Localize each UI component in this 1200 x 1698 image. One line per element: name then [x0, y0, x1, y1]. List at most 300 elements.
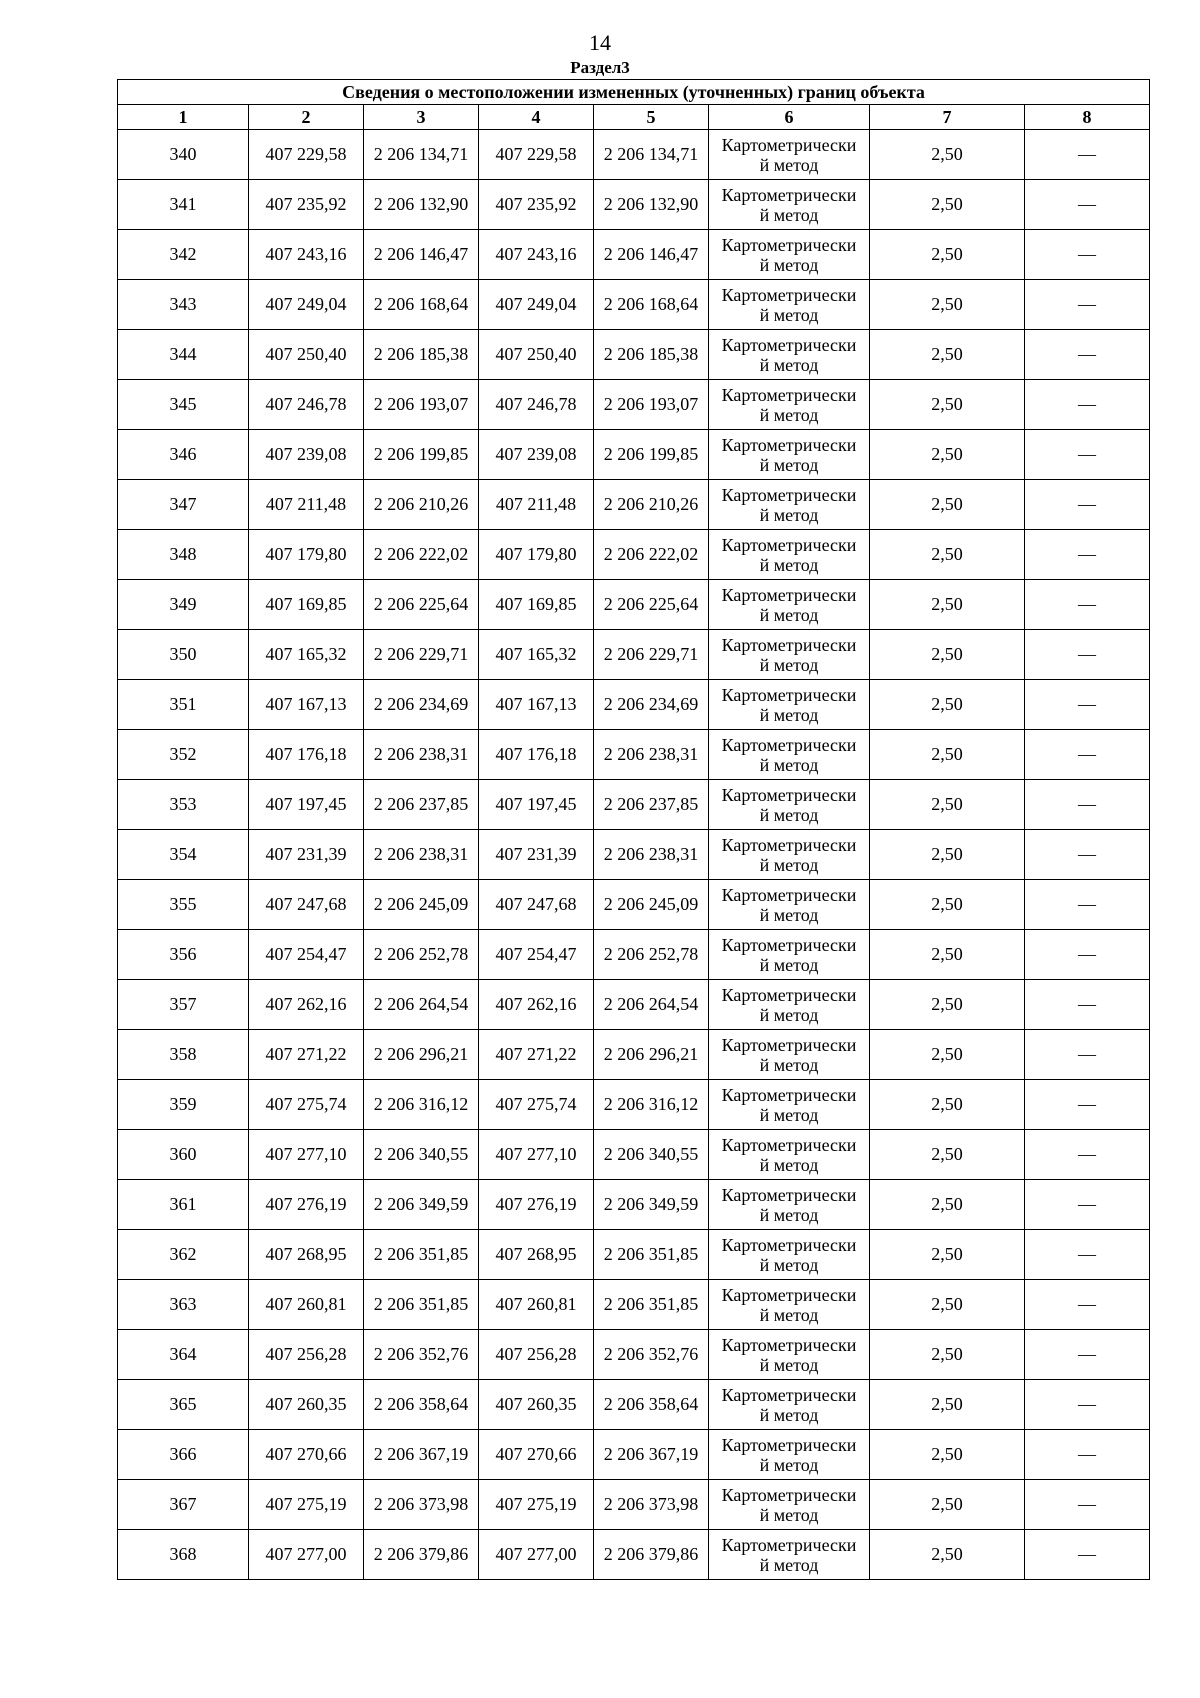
accuracy-cell: 2,50: [870, 580, 1025, 630]
y-old-cell: 2 206 379,86: [364, 1530, 479, 1580]
note-cell: —: [1025, 180, 1150, 230]
method-line: Картометрически: [721, 384, 857, 405]
column-number: 6: [709, 105, 870, 130]
y-old-cell: 2 206 199,85: [364, 430, 479, 480]
table-row: [118, 730, 1150, 780]
table-row: [118, 1080, 1150, 1130]
y-new-cell: 2 206 379,86: [594, 1530, 709, 1580]
x-new-cell: 407 275,19: [479, 1480, 594, 1530]
column-number-row: [118, 105, 1150, 130]
x-new-cell: 407 277,00: [479, 1530, 594, 1580]
note-cell: —: [1025, 580, 1150, 630]
x-old-cell: 407 239,08: [249, 430, 364, 480]
y-old-cell: 2 206 351,85: [364, 1230, 479, 1280]
note-cell: —: [1025, 480, 1150, 530]
x-new-cell: 407 270,66: [479, 1430, 594, 1480]
accuracy-cell: 2,50: [870, 980, 1025, 1030]
y-new-cell: 2 206 352,76: [594, 1330, 709, 1380]
y-old-cell: 2 206 367,19: [364, 1430, 479, 1480]
y-old-cell: 2 206 349,59: [364, 1180, 479, 1230]
method-cell: [709, 1430, 870, 1480]
method-cell: [709, 1180, 870, 1230]
y-old-cell: 2 206 234,69: [364, 680, 479, 730]
point-number-cell: 363: [118, 1280, 249, 1330]
method-line: Картометрически: [721, 1434, 857, 1455]
table-row: [118, 930, 1150, 980]
x-new-cell: 407 167,13: [479, 680, 594, 730]
column-number: 2: [249, 105, 364, 130]
method-line: Картометрически: [721, 134, 857, 155]
method-cell: [709, 730, 870, 780]
note-cell: —: [1025, 830, 1150, 880]
table-row: [118, 1130, 1150, 1180]
x-new-cell: 407 260,81: [479, 1280, 594, 1330]
note-cell: —: [1025, 1130, 1150, 1180]
table-row: [118, 330, 1150, 380]
x-new-cell: 407 247,68: [479, 880, 594, 930]
accuracy-cell: 2,50: [870, 630, 1025, 680]
accuracy-cell: 2,50: [870, 1280, 1025, 1330]
accuracy-cell: 2,50: [870, 1080, 1025, 1130]
y-new-cell: 2 206 245,09: [594, 880, 709, 930]
method-line: Картометрически: [721, 834, 857, 855]
method-line: й метод: [759, 1304, 819, 1325]
method-cell: [709, 1280, 870, 1330]
method-line: Картометрически: [721, 484, 857, 505]
x-new-cell: 407 246,78: [479, 380, 594, 430]
method-line: й метод: [759, 1204, 819, 1225]
x-new-cell: 407 256,28: [479, 1330, 594, 1380]
x-new-cell: 407 229,58: [479, 130, 594, 180]
method-line: й метод: [759, 904, 819, 925]
y-new-cell: 2 206 373,98: [594, 1480, 709, 1530]
note-cell: —: [1025, 980, 1150, 1030]
point-number-cell: 355: [118, 880, 249, 930]
table-row: [118, 180, 1150, 230]
method-cell: [709, 780, 870, 830]
note-cell: —: [1025, 230, 1150, 280]
x-old-cell: 407 246,78: [249, 380, 364, 430]
x-old-cell: 407 167,13: [249, 680, 364, 730]
x-old-cell: 407 256,28: [249, 1330, 364, 1380]
table-row: [118, 980, 1150, 1030]
y-old-cell: 2 206 132,90: [364, 180, 479, 230]
point-number-cell: 354: [118, 830, 249, 880]
x-old-cell: 407 260,81: [249, 1280, 364, 1330]
method-line: Картометрически: [721, 1084, 857, 1105]
x-old-cell: 407 270,66: [249, 1430, 364, 1480]
y-new-cell: 2 206 225,64: [594, 580, 709, 630]
x-new-cell: 407 169,85: [479, 580, 594, 630]
y-old-cell: 2 206 373,98: [364, 1480, 479, 1530]
y-new-cell: 2 206 134,71: [594, 130, 709, 180]
x-old-cell: 407 176,18: [249, 730, 364, 780]
method-line: Картометрически: [721, 1134, 857, 1155]
x-new-cell: 407 231,39: [479, 830, 594, 880]
point-number-cell: 365: [118, 1380, 249, 1430]
method-cell: [709, 230, 870, 280]
point-number-cell: 340: [118, 130, 249, 180]
note-cell: —: [1025, 1180, 1150, 1230]
boundary-points-table: [117, 79, 1150, 1580]
table-row: [118, 830, 1150, 880]
column-number: 7: [870, 105, 1025, 130]
note-cell: —: [1025, 1280, 1150, 1330]
method-cell: [709, 480, 870, 530]
accuracy-cell: 2,50: [870, 180, 1025, 230]
accuracy-cell: 2,50: [870, 280, 1025, 330]
point-number-cell: 353: [118, 780, 249, 830]
table-row: [118, 1230, 1150, 1280]
table-row: [118, 280, 1150, 330]
y-new-cell: 2 206 252,78: [594, 930, 709, 980]
method-line: Картометрически: [721, 334, 857, 355]
table-row: [118, 1030, 1150, 1080]
y-new-cell: 2 206 351,85: [594, 1280, 709, 1330]
x-new-cell: 407 250,40: [479, 330, 594, 380]
method-line: й метод: [759, 604, 819, 625]
y-new-cell: 2 206 238,31: [594, 730, 709, 780]
method-cell: [709, 680, 870, 730]
method-cell: [709, 530, 870, 580]
accuracy-cell: 2,50: [870, 130, 1025, 180]
column-number: 1: [118, 105, 249, 130]
x-old-cell: 407 250,40: [249, 330, 364, 380]
y-new-cell: 2 206 264,54: [594, 980, 709, 1030]
method-line: Картометрически: [721, 1234, 857, 1255]
table-row: [118, 1280, 1150, 1330]
method-line: й метод: [759, 1004, 819, 1025]
method-cell: [709, 880, 870, 930]
x-old-cell: 407 211,48: [249, 480, 364, 530]
column-number: 8: [1025, 105, 1150, 130]
point-number-cell: 356: [118, 930, 249, 980]
note-cell: —: [1025, 1080, 1150, 1130]
method-line: Картометрически: [721, 534, 857, 555]
accuracy-cell: 2,50: [870, 880, 1025, 930]
table-row: [118, 630, 1150, 680]
note-cell: —: [1025, 1480, 1150, 1530]
table-row: [118, 1180, 1150, 1230]
method-line: й метод: [759, 154, 819, 175]
method-line: Картометрически: [721, 634, 857, 655]
y-new-cell: 2 206 349,59: [594, 1180, 709, 1230]
method-cell: [709, 180, 870, 230]
method-line: Картометрически: [721, 1384, 857, 1405]
x-old-cell: 407 229,58: [249, 130, 364, 180]
x-old-cell: 407 262,16: [249, 980, 364, 1030]
method-line: й метод: [759, 404, 819, 425]
point-number-cell: 348: [118, 530, 249, 580]
y-new-cell: 2 206 367,19: [594, 1430, 709, 1480]
method-cell: [709, 930, 870, 980]
x-old-cell: 407 268,95: [249, 1230, 364, 1280]
y-new-cell: 2 206 229,71: [594, 630, 709, 680]
method-line: й метод: [759, 454, 819, 475]
y-old-cell: 2 206 351,85: [364, 1280, 479, 1330]
method-line: Картометрически: [721, 184, 857, 205]
x-old-cell: 407 179,80: [249, 530, 364, 580]
accuracy-cell: 2,50: [870, 1030, 1025, 1080]
method-cell: [709, 1030, 870, 1080]
accuracy-cell: 2,50: [870, 1480, 1025, 1530]
accuracy-cell: 2,50: [870, 380, 1025, 430]
y-old-cell: 2 206 296,21: [364, 1030, 479, 1080]
y-old-cell: 2 206 316,12: [364, 1080, 479, 1130]
x-new-cell: 407 176,18: [479, 730, 594, 780]
table-row: [118, 380, 1150, 430]
table-row: [118, 530, 1150, 580]
method-line: Картометрически: [721, 884, 857, 905]
point-number-cell: 352: [118, 730, 249, 780]
point-number-cell: 343: [118, 280, 249, 330]
x-old-cell: 407 169,85: [249, 580, 364, 630]
y-old-cell: 2 206 146,47: [364, 230, 479, 280]
note-cell: —: [1025, 130, 1150, 180]
x-new-cell: 407 165,32: [479, 630, 594, 680]
method-cell: [709, 630, 870, 680]
point-number-cell: 345: [118, 380, 249, 430]
y-old-cell: 2 206 264,54: [364, 980, 479, 1030]
x-old-cell: 407 165,32: [249, 630, 364, 680]
x-new-cell: 407 262,16: [479, 980, 594, 1030]
x-new-cell: 407 243,16: [479, 230, 594, 280]
accuracy-cell: 2,50: [870, 1180, 1025, 1230]
method-line: й метод: [759, 504, 819, 525]
y-old-cell: 2 206 352,76: [364, 1330, 479, 1380]
y-new-cell: 2 206 340,55: [594, 1130, 709, 1180]
method-line: й метод: [759, 1454, 819, 1475]
method-cell: [709, 580, 870, 630]
column-number: 3: [364, 105, 479, 130]
y-new-cell: 2 206 316,12: [594, 1080, 709, 1130]
y-new-cell: 2 206 238,31: [594, 830, 709, 880]
x-new-cell: 407 179,80: [479, 530, 594, 580]
y-new-cell: 2 206 237,85: [594, 780, 709, 830]
method-line: Картометрически: [721, 934, 857, 955]
method-line: й метод: [759, 1054, 819, 1075]
point-number-cell: 351: [118, 680, 249, 730]
method-cell: [709, 1230, 870, 1280]
x-new-cell: 407 197,45: [479, 780, 594, 830]
accuracy-cell: 2,50: [870, 1430, 1025, 1480]
note-cell: —: [1025, 630, 1150, 680]
note-cell: —: [1025, 930, 1150, 980]
accuracy-cell: 2,50: [870, 680, 1025, 730]
accuracy-cell: 2,50: [870, 480, 1025, 530]
x-old-cell: 407 235,92: [249, 180, 364, 230]
method-cell: [709, 330, 870, 380]
x-old-cell: 407 243,16: [249, 230, 364, 280]
point-number-cell: 349: [118, 580, 249, 630]
method-line: Картометрически: [721, 1534, 857, 1555]
point-number-cell: 350: [118, 630, 249, 680]
accuracy-cell: 2,50: [870, 330, 1025, 380]
y-new-cell: 2 206 351,85: [594, 1230, 709, 1280]
table-row: [118, 680, 1150, 730]
y-new-cell: 2 206 296,21: [594, 1030, 709, 1080]
note-cell: —: [1025, 880, 1150, 930]
table-body: [118, 130, 1150, 1580]
note-cell: —: [1025, 1030, 1150, 1080]
note-cell: —: [1025, 1380, 1150, 1430]
note-cell: —: [1025, 680, 1150, 730]
table-row: [118, 1430, 1150, 1480]
point-number-cell: 362: [118, 1230, 249, 1280]
accuracy-cell: 2,50: [870, 1330, 1025, 1380]
x-old-cell: 407 231,39: [249, 830, 364, 880]
x-new-cell: 407 239,08: [479, 430, 594, 480]
x-old-cell: 407 277,10: [249, 1130, 364, 1180]
y-old-cell: 2 206 238,31: [364, 730, 479, 780]
method-line: Картометрически: [721, 1334, 857, 1355]
note-cell: —: [1025, 1530, 1150, 1580]
x-new-cell: 407 260,35: [479, 1380, 594, 1430]
y-old-cell: 2 206 252,78: [364, 930, 479, 980]
accuracy-cell: 2,50: [870, 1530, 1025, 1580]
method-line: Картометрически: [721, 584, 857, 605]
method-line: й метод: [759, 954, 819, 975]
method-cell: [709, 1080, 870, 1130]
method-cell: [709, 830, 870, 880]
point-number-cell: 361: [118, 1180, 249, 1230]
method-cell: [709, 380, 870, 430]
method-cell: [709, 280, 870, 330]
method-line: Картометрически: [721, 284, 857, 305]
x-old-cell: 407 247,68: [249, 880, 364, 930]
x-old-cell: 407 275,74: [249, 1080, 364, 1130]
method-cell: [709, 1530, 870, 1580]
y-new-cell: 2 206 358,64: [594, 1380, 709, 1430]
method-line: Картометрически: [721, 1184, 857, 1205]
x-old-cell: 407 275,19: [249, 1480, 364, 1530]
method-line: й метод: [759, 654, 819, 675]
method-line: Картометрически: [721, 734, 857, 755]
method-cell: [709, 430, 870, 480]
accuracy-cell: 2,50: [870, 730, 1025, 780]
point-number-cell: 341: [118, 180, 249, 230]
x-new-cell: 407 268,95: [479, 1230, 594, 1280]
y-new-cell: 2 206 210,26: [594, 480, 709, 530]
accuracy-cell: 2,50: [870, 930, 1025, 980]
method-line: й метод: [759, 1404, 819, 1425]
method-cell: [709, 1380, 870, 1430]
note-cell: —: [1025, 1230, 1150, 1280]
x-new-cell: 407 211,48: [479, 480, 594, 530]
accuracy-cell: 2,50: [870, 530, 1025, 580]
x-new-cell: 407 276,19: [479, 1180, 594, 1230]
method-line: й метод: [759, 1104, 819, 1125]
x-old-cell: 407 197,45: [249, 780, 364, 830]
method-line: й метод: [759, 704, 819, 725]
table-row: [118, 1380, 1150, 1430]
accuracy-cell: 2,50: [870, 230, 1025, 280]
accuracy-cell: 2,50: [870, 1230, 1025, 1280]
x-new-cell: 407 277,10: [479, 1130, 594, 1180]
point-number-cell: 346: [118, 430, 249, 480]
table-row: [118, 430, 1150, 480]
y-old-cell: 2 206 229,71: [364, 630, 479, 680]
table-row: [118, 1330, 1150, 1380]
y-old-cell: 2 206 237,85: [364, 780, 479, 830]
y-new-cell: 2 206 168,64: [594, 280, 709, 330]
method-line: й метод: [759, 804, 819, 825]
column-number: 5: [594, 105, 709, 130]
method-line: й метод: [759, 204, 819, 225]
accuracy-cell: 2,50: [870, 1380, 1025, 1430]
method-line: й метод: [759, 1554, 819, 1575]
note-cell: —: [1025, 530, 1150, 580]
point-number-cell: 366: [118, 1430, 249, 1480]
y-new-cell: 2 206 185,38: [594, 330, 709, 380]
point-number-cell: 368: [118, 1530, 249, 1580]
method-cell: [709, 1330, 870, 1380]
page-number: 14: [589, 30, 611, 55]
point-number-cell: 344: [118, 330, 249, 380]
table-row: [118, 1530, 1150, 1580]
x-old-cell: 407 249,04: [249, 280, 364, 330]
note-cell: —: [1025, 430, 1150, 480]
x-new-cell: 407 249,04: [479, 280, 594, 330]
accuracy-cell: 2,50: [870, 780, 1025, 830]
table-row: [118, 880, 1150, 930]
x-new-cell: 407 254,47: [479, 930, 594, 980]
accuracy-cell: 2,50: [870, 1130, 1025, 1180]
note-cell: —: [1025, 380, 1150, 430]
note-cell: —: [1025, 1330, 1150, 1380]
method-line: Картометрически: [721, 434, 857, 455]
method-line: й метод: [759, 254, 819, 275]
method-line: й метод: [759, 304, 819, 325]
x-new-cell: 407 271,22: [479, 1030, 594, 1080]
x-old-cell: 407 254,47: [249, 930, 364, 980]
note-cell: —: [1025, 1430, 1150, 1480]
method-cell: [709, 980, 870, 1030]
method-line: й метод: [759, 1254, 819, 1275]
y-new-cell: 2 206 199,85: [594, 430, 709, 480]
method-line: Картометрически: [721, 1284, 857, 1305]
y-new-cell: 2 206 132,90: [594, 180, 709, 230]
method-line: й метод: [759, 854, 819, 875]
y-new-cell: 2 206 222,02: [594, 530, 709, 580]
method-line: й метод: [759, 1504, 819, 1525]
accuracy-cell: 2,50: [870, 830, 1025, 880]
y-new-cell: 2 206 234,69: [594, 680, 709, 730]
method-line: й метод: [759, 1354, 819, 1375]
y-new-cell: 2 206 146,47: [594, 230, 709, 280]
note-cell: —: [1025, 730, 1150, 780]
section-label: Раздел3: [570, 58, 630, 77]
method-cell: [709, 1130, 870, 1180]
column-number: 4: [479, 105, 594, 130]
y-old-cell: 2 206 185,38: [364, 330, 479, 380]
point-number-cell: 360: [118, 1130, 249, 1180]
method-line: Картометрически: [721, 784, 857, 805]
note-cell: —: [1025, 780, 1150, 830]
note-cell: —: [1025, 280, 1150, 330]
y-old-cell: 2 206 245,09: [364, 880, 479, 930]
method-cell: [709, 1480, 870, 1530]
y-old-cell: 2 206 168,64: [364, 280, 479, 330]
point-number-cell: 367: [118, 1480, 249, 1530]
table-row: [118, 1480, 1150, 1530]
method-line: й метод: [759, 1154, 819, 1175]
x-old-cell: 407 276,19: [249, 1180, 364, 1230]
x-old-cell: 407 277,00: [249, 1530, 364, 1580]
x-new-cell: 407 275,74: [479, 1080, 594, 1130]
point-number-cell: 359: [118, 1080, 249, 1130]
table-row: [118, 580, 1150, 630]
